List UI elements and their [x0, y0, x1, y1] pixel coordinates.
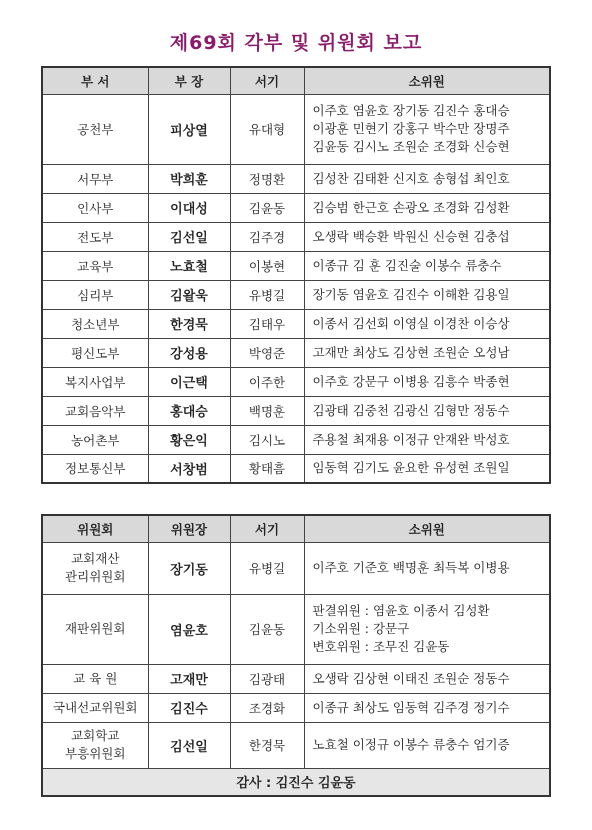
- department-row: [42, 396, 550, 425]
- member-line: 김광태 김중천 김광신 김형만 정동수: [312, 402, 510, 418]
- auditor-text: 감사 : 김진수 김윤동: [42, 768, 550, 796]
- department-name: 교회음악부: [42, 396, 148, 425]
- committee-secretary: 조경화: [230, 693, 304, 722]
- department-members: [304, 425, 550, 454]
- col-header-department: 부 서: [42, 67, 148, 94]
- department-secretary: 이주한: [230, 367, 304, 396]
- committees-header-row: [42, 515, 550, 542]
- departments-header-row: [42, 67, 550, 94]
- committee-row: [42, 722, 550, 768]
- department-row: [42, 164, 550, 193]
- department-name: 정보통신부: [42, 454, 148, 483]
- committee-name-line: 교 육 원: [73, 670, 118, 686]
- department-head: 한경묵: [148, 309, 230, 338]
- department-name: 심리부: [42, 280, 148, 309]
- col-header-chair: 위원장: [148, 515, 230, 542]
- member-line: 오생락 김상현 이태진 조원순 정동수: [312, 670, 510, 686]
- department-head: 김왈욱: [148, 280, 230, 309]
- department-members: [304, 367, 550, 396]
- department-secretary: 이봉현: [230, 251, 304, 280]
- department-members: [304, 280, 550, 309]
- department-name: 교육부: [42, 251, 148, 280]
- committee-secretary: 한경묵: [230, 722, 304, 768]
- member-line: 김윤동 김시노 조원순 조경화 신승현: [312, 139, 510, 154]
- committee-row: [42, 542, 550, 594]
- department-members: [304, 164, 550, 193]
- department-members: [304, 454, 550, 483]
- department-name: 서무부: [42, 164, 148, 193]
- department-members: [304, 251, 550, 280]
- committee-row: [42, 594, 550, 664]
- col-header-members: 소위원: [304, 515, 550, 542]
- department-head: 피상열: [148, 94, 230, 164]
- member-line: 이주호 염윤호 장기동 김진수 홍대승: [312, 103, 510, 118]
- department-head: 황은익: [148, 425, 230, 454]
- member-line: 고재만 최상도 김상현 조원순 오성남: [312, 344, 510, 360]
- department-row: [42, 309, 550, 338]
- member-line: 변호위원 : 조무진 김윤동: [312, 639, 450, 654]
- col-header-secretary: 서기: [230, 515, 304, 542]
- committee-secretary: 김광태: [230, 664, 304, 693]
- member-line: 노효철 이정규 이봉수 류충수 엄기증: [312, 737, 510, 752]
- department-row: [42, 367, 550, 396]
- member-line: 기소위원 : 강문구: [312, 621, 410, 636]
- department-row: [42, 280, 550, 309]
- member-line: 오생락 백승환 박원신 신승현 김충섭: [312, 228, 510, 244]
- member-line: 이광훈 민현기 강홍구 박수만 장명주: [312, 121, 510, 136]
- department-members: [304, 222, 550, 251]
- col-header-members: 소위원: [304, 67, 550, 94]
- department-secretary: 황태흠: [230, 454, 304, 483]
- member-line: 김승범 한근호 손광오 조경화 김성환: [312, 199, 510, 215]
- committee-row: [42, 664, 550, 693]
- department-head: 강성용: [148, 338, 230, 367]
- department-name: 농어촌부: [42, 425, 148, 454]
- committee-row: [42, 693, 550, 722]
- department-head: 박희훈: [148, 164, 230, 193]
- committee-members: [304, 722, 550, 768]
- committees-table: [41, 514, 551, 797]
- department-head: 이대성: [148, 193, 230, 222]
- department-head: 노효철: [148, 251, 230, 280]
- department-members: [304, 396, 550, 425]
- committee-members: [304, 664, 550, 693]
- col-header-secretary: 서기: [230, 67, 304, 94]
- committee-chair: 염윤호: [148, 594, 230, 664]
- committee-name-line: 교회학교: [71, 728, 120, 743]
- department-secretary: 박영준: [230, 338, 304, 367]
- committee-chair: 김선일: [148, 722, 230, 768]
- department-members: [304, 94, 550, 164]
- committee-chair: 장기동: [148, 542, 230, 594]
- member-line: 이주호 기준호 백명훈 최득복 이병용: [312, 560, 510, 575]
- member-line: 장기동 염윤호 김진수 이해환 김용일: [312, 286, 510, 302]
- committee-name-line: 관리위원회: [65, 569, 126, 584]
- departments-table: [41, 66, 551, 484]
- col-header-head: 부 장: [148, 67, 230, 94]
- department-secretary: 김시노: [230, 425, 304, 454]
- department-secretary: 유대형: [230, 94, 304, 164]
- department-secretary: 유병길: [230, 280, 304, 309]
- page-title: 제69회 각부 및 위원회 보고: [169, 32, 423, 54]
- department-row: [42, 338, 550, 367]
- member-line: 이종규 최상도 임동혁 김주경 정기수: [312, 699, 510, 715]
- committee-name-line: 부흥위원회: [65, 746, 126, 761]
- committee-members: [304, 594, 550, 664]
- department-row: [42, 222, 550, 251]
- department-name: 공천부: [42, 94, 148, 164]
- committee-name: [42, 664, 148, 693]
- member-line: 주용철 최재용 이정규 안재완 박성호: [312, 431, 510, 447]
- member-line: 이주호 강문구 이병용 김흥수 박종현: [312, 373, 510, 389]
- committee-name: [42, 693, 148, 722]
- department-head: 김선일: [148, 222, 230, 251]
- department-name: 복지사업부: [42, 367, 148, 396]
- department-row: [42, 251, 550, 280]
- department-row: [42, 193, 550, 222]
- department-members: [304, 309, 550, 338]
- department-head: 서창범: [148, 454, 230, 483]
- committee-members: [304, 542, 550, 594]
- committee-chair: 김진수: [148, 693, 230, 722]
- department-members: [304, 338, 550, 367]
- committee-name: [42, 722, 148, 768]
- committee-name: [42, 594, 148, 664]
- member-line: 이종규 김 훈 김진술 이봉수 류충수: [312, 257, 502, 273]
- auditor-row: [42, 768, 550, 796]
- committee-name-line: 교회재산: [71, 551, 120, 566]
- department-name: 인사부: [42, 193, 148, 222]
- department-name: 전도부: [42, 222, 148, 251]
- committee-chair: 고재만: [148, 664, 230, 693]
- committee-members: [304, 693, 550, 722]
- committee-name: [42, 542, 148, 594]
- department-row: [42, 425, 550, 454]
- committee-name-line: 재판위원회: [65, 621, 126, 636]
- department-row: [42, 94, 550, 164]
- committee-name-line: 국내선교위원회: [52, 699, 138, 715]
- member-line: 김성찬 김태환 신지호 송형섭 최인호: [312, 170, 510, 186]
- committee-secretary: 김윤동: [230, 594, 304, 664]
- department-secretary: 정명환: [230, 164, 304, 193]
- committee-secretary: 유병길: [230, 542, 304, 594]
- member-line: 판결위원 : 염윤호 이종서 김성환: [312, 603, 490, 618]
- member-line: 이종서 김선회 이영실 이경찬 이승상: [312, 315, 510, 331]
- department-members: [304, 193, 550, 222]
- department-secretary: 김윤동: [230, 193, 304, 222]
- department-row: [42, 454, 550, 483]
- department-name: 청소년부: [42, 309, 148, 338]
- department-name: 평신도부: [42, 338, 148, 367]
- department-secretary: 김주경: [230, 222, 304, 251]
- member-line: 임동혁 김기도 윤요한 유성현 조원일: [312, 460, 510, 476]
- col-header-committee: 위원회: [42, 515, 148, 542]
- department-secretary: 백명훈: [230, 396, 304, 425]
- department-secretary: 김태우: [230, 309, 304, 338]
- department-head: 이근택: [148, 367, 230, 396]
- department-head: 홍대승: [148, 396, 230, 425]
